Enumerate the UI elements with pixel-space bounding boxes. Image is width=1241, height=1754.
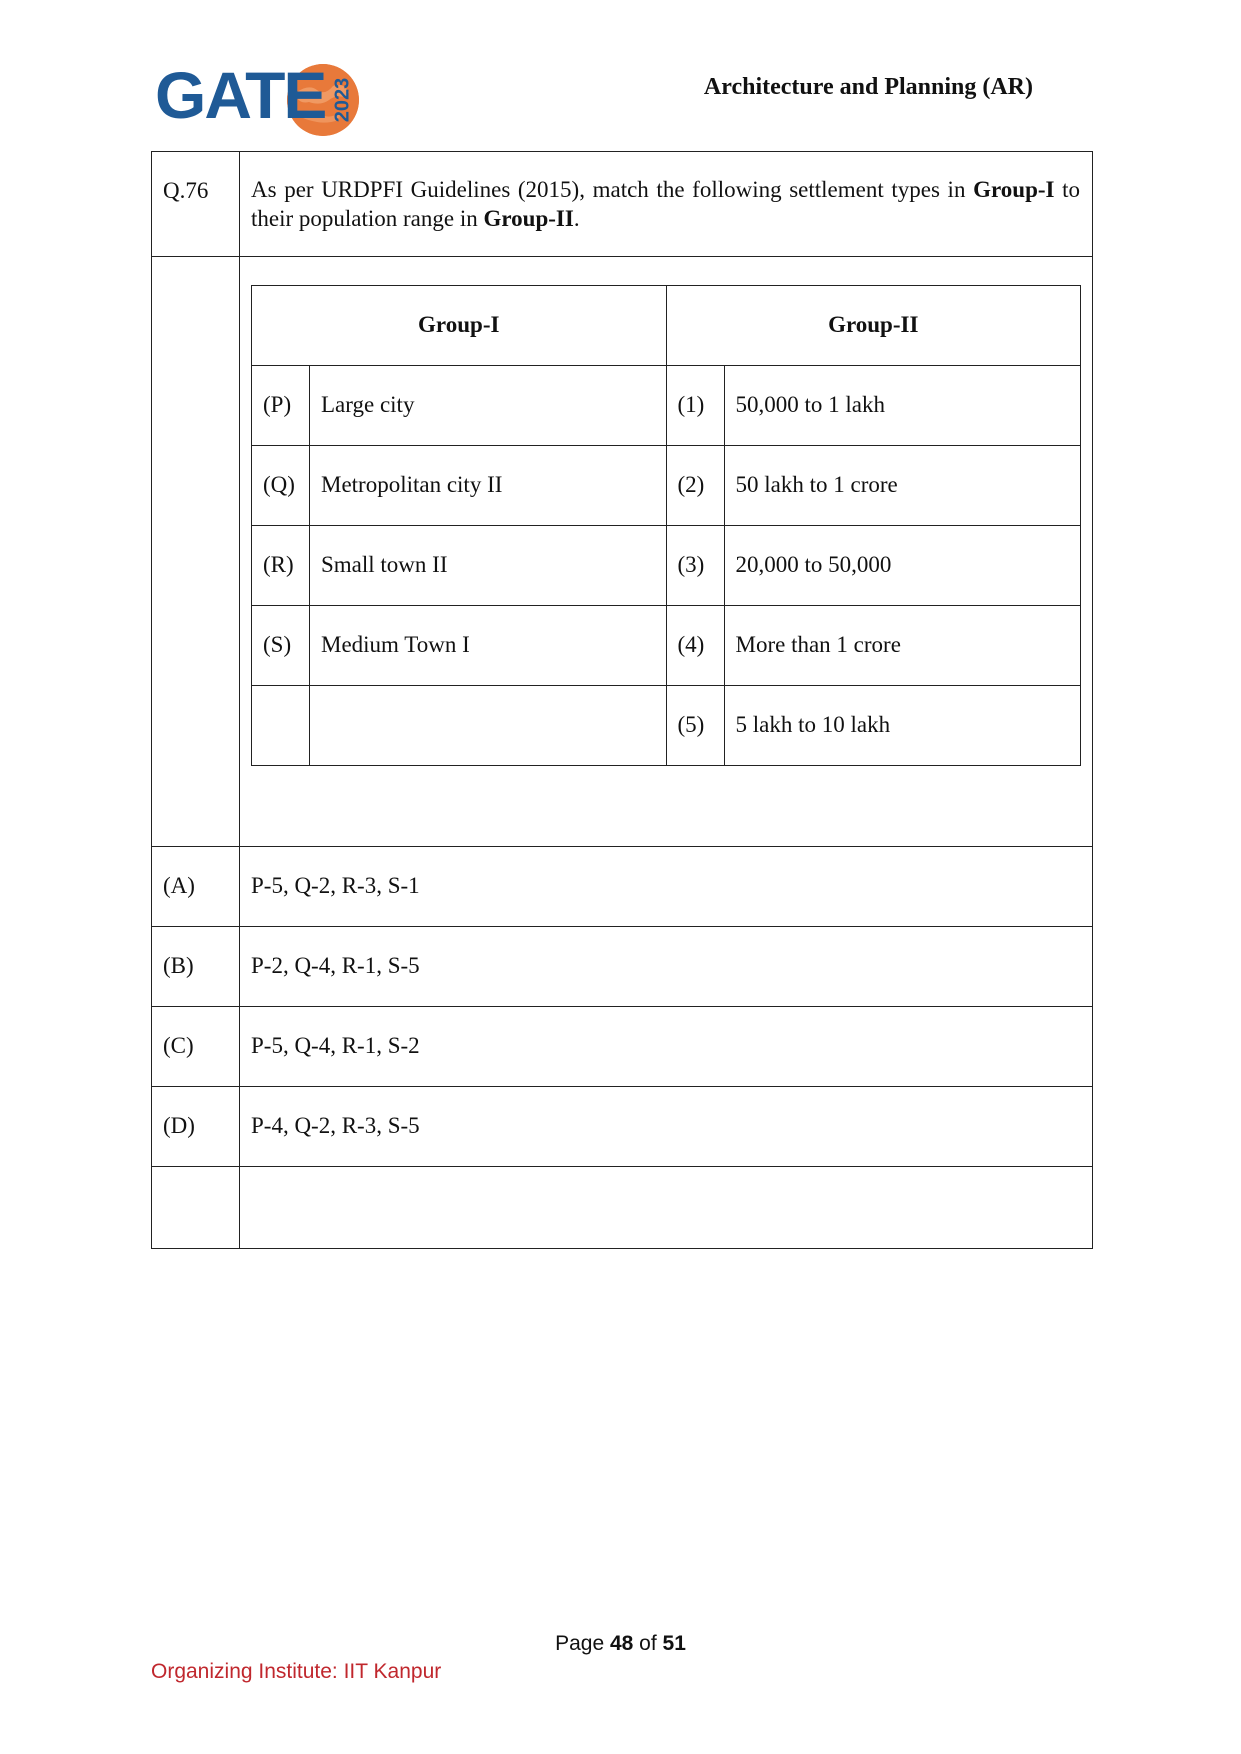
match-row: [252, 605, 1081, 685]
group-1-label: (S): [252, 605, 310, 685]
organizing-institute: Organizing Institute: IIT Kanpur: [151, 1660, 442, 1683]
blank-label-cell: [152, 256, 240, 846]
group-1-item: Medium Town I: [310, 605, 667, 685]
stem-text-3: .: [573, 205, 580, 231]
option-label: (D): [152, 1086, 240, 1166]
question-table: [151, 151, 1093, 1249]
page-number: [0, 1632, 1241, 1656]
option-text: P-5, Q-2, R-3, S-1: [240, 846, 1093, 926]
group-1-label: (Q): [252, 445, 310, 525]
match-header-row: [252, 285, 1081, 365]
group-2-label: (5): [666, 685, 724, 765]
match-row: [252, 445, 1081, 525]
group-1-header: Group-I: [252, 285, 667, 365]
group-1-label: (R): [252, 525, 310, 605]
group-1-label: [252, 685, 310, 765]
match-row: [252, 525, 1081, 605]
option-row: [152, 1006, 1093, 1086]
stem-text-1: As per URDPFI Guidelines (2015), match the following settlement types in: [251, 177, 974, 202]
group-2-item: More than 1 crore: [724, 605, 1081, 685]
question-row: [152, 152, 1093, 257]
option-label: (C): [152, 1006, 240, 1086]
option-text: P-2, Q-4, R-1, S-5: [240, 926, 1093, 1006]
question-number: Q.76: [152, 152, 240, 257]
empty-cell: [240, 1166, 1093, 1248]
empty-row: [152, 1166, 1093, 1248]
match-table-row: [152, 256, 1093, 846]
group-1-item: Metropolitan city II: [310, 445, 667, 525]
group-1-item: [310, 685, 667, 765]
group-2-label: (4): [666, 605, 724, 685]
option-label: (A): [152, 846, 240, 926]
logo-year: 2023: [331, 77, 354, 123]
page-prefix: Page: [555, 1632, 610, 1655]
group-2-item: 5 lakh to 10 lakh: [724, 685, 1081, 765]
group-2-label: (3): [666, 525, 724, 605]
option-label: (B): [152, 926, 240, 1006]
group-2-item: 50,000 to 1 lakh: [724, 365, 1081, 445]
stem-bold-group-1: Group-I: [973, 177, 1055, 202]
gate-logo: [155, 60, 365, 140]
logo-wordmark: GATE: [155, 58, 326, 132]
question-stem: [240, 152, 1093, 257]
group-2-label: (1): [666, 365, 724, 445]
page-total: 51: [662, 1632, 686, 1655]
stem-text-2: to their population range in: [251, 177, 1081, 231]
option-row: [152, 846, 1093, 926]
match-row: [252, 365, 1081, 445]
subject-title: Architecture and Planning (AR): [703, 74, 1033, 100]
option-row: [152, 1086, 1093, 1166]
group-2-item: 20,000 to 50,000: [724, 525, 1081, 605]
empty-cell: [152, 1166, 240, 1248]
stem-bold-group-2: Group-II: [483, 205, 574, 231]
group-2-label: (2): [666, 445, 724, 525]
group-1-item: Small town II: [310, 525, 667, 605]
group-1-label: (P): [252, 365, 310, 445]
option-text: P-4, Q-2, R-3, S-5: [240, 1086, 1093, 1166]
group-2-header: Group-II: [666, 285, 1081, 365]
option-text: P-5, Q-4, R-1, S-2: [240, 1006, 1093, 1086]
match-table-cell: [240, 256, 1093, 846]
group-1-item: Large city: [310, 365, 667, 445]
group-2-item: 50 lakh to 1 crore: [724, 445, 1081, 525]
match-row: [252, 685, 1081, 765]
page-of: of: [633, 1632, 663, 1655]
page-current: 48: [609, 1632, 634, 1655]
option-row: [152, 926, 1093, 1006]
match-table: [251, 285, 1081, 766]
